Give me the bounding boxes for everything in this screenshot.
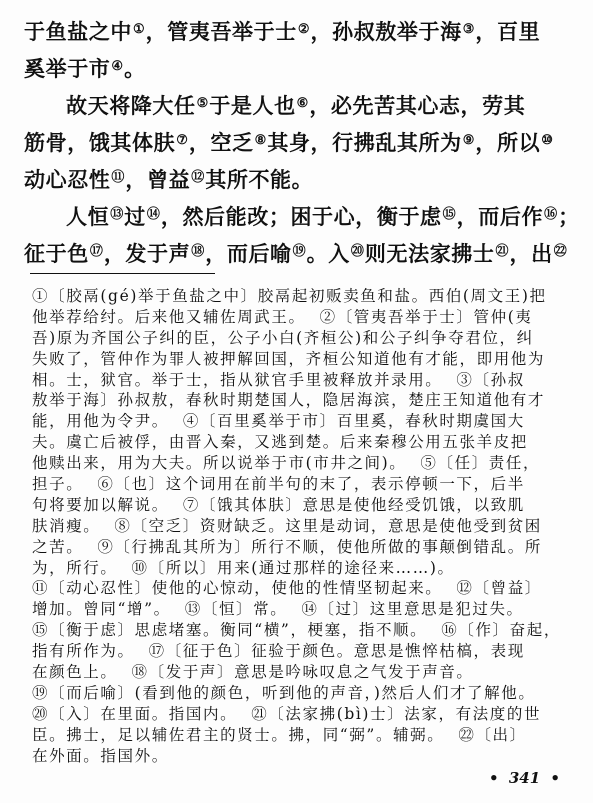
main-text-segment: ，曾益 (125, 167, 191, 192)
footnote-line (32, 746, 561, 767)
footnote-marker: ⑤ (196, 96, 209, 111)
footnote-line (32, 516, 561, 537)
footnote-segment: 他赎出来，用为大夫。所以说举于市(市井之间)。 (32, 454, 407, 473)
footnote-marker: ⑦ (176, 133, 188, 148)
main-text-line (24, 85, 580, 122)
main-text-segment: 人恒 (66, 204, 110, 229)
main-text-segment: ，百里 (475, 19, 541, 44)
footnote-marker: ⑨ (462, 133, 475, 148)
footnote-line (32, 286, 561, 307)
footnote-line (32, 558, 561, 579)
footnote-line (32, 390, 561, 411)
footnote-marker: ⑱ (191, 244, 205, 259)
footnote-segment: ③〔孙叔 (456, 370, 525, 389)
main-text-segment: 过 (124, 204, 146, 229)
footnote-line (32, 578, 561, 599)
main-text-segment: 于是人也 (209, 93, 296, 118)
footnote-segment: 失败了，管仲作为罪人被押解回国，齐桓公知道他有才能，即用他为 (32, 349, 546, 368)
main-text-segment: ，管夷吾举于士 (145, 19, 297, 44)
footnote-line (32, 537, 561, 558)
footnote-segment: 敖举于海〕孙叔敖，春秋时期楚国人，隐居海滨，楚庄王知道他有才 (32, 391, 546, 410)
footnote-segment: ⑯〔作〕奋起， (441, 621, 561, 640)
main-text-segment: 故天将降大任 (66, 93, 196, 118)
footnote-marker: ⑩ (541, 133, 553, 148)
footnote-segment: 在颜色上。 (32, 663, 118, 682)
footnote-line (32, 704, 561, 725)
footnote-marker: ㉑ (495, 244, 509, 259)
footnote-segment: ⑨〔行拂乱其所为〕所行不顺，使他所做的事颠倒错乱。所 (97, 537, 542, 556)
main-text-segment: ，而后作 (456, 204, 544, 229)
main-text-segment: 征于色 (24, 241, 89, 266)
footnote-line (32, 599, 561, 620)
main-text-segment: ，空乏 (188, 130, 254, 155)
main-text-segment: 其所不能。 (205, 167, 314, 192)
page-number-value: 341 (508, 769, 541, 787)
footnote-segment: ⑬〔恒〕常。 (184, 600, 288, 619)
footnote-segment: ④〔百里奚举于市〕百里奚，春秋时期虞国大 (182, 412, 525, 431)
footnote-segment: ⑦〔饿其体肤〕意思是使他经受饥饿，以致肌 (182, 495, 525, 514)
footnote-line (32, 725, 561, 746)
footnote-marker: ⑪ (111, 170, 125, 185)
footnote-segment: 夫。虞亡后被俘，由晋入秦，又逃到楚。后来秦穆公用五张羊皮把 (32, 433, 528, 452)
footnote-line (32, 328, 561, 349)
main-text-segment: 。 (124, 56, 146, 81)
page-number (489, 768, 560, 788)
footnote-segment: ㉑〔法家拂(bì)士〕法家，有法度的世 (251, 704, 542, 723)
main-text-segment: 。入 (306, 241, 350, 266)
main-text (24, 11, 580, 270)
footnote-segment: ①〔胶鬲(gé)举于鱼盐之中〕胶鬲起初贩卖鱼和盐。西伯(周文王)把 (32, 287, 547, 305)
footnote-marker: ① (133, 22, 145, 37)
footnote-marker: ⑭ (146, 207, 160, 222)
footnote-segment: ⑭〔过〕这里意思是犯过失。 (301, 600, 524, 619)
main-text-segment: ，必先苦其心志，劳其 (309, 93, 526, 118)
footnote-segment: 相。士，狱官。举于士，指从狱官手里被释放并录用。 (32, 370, 443, 389)
footnote-line (32, 349, 561, 370)
main-text-segment: 动心忍性 (24, 167, 111, 192)
footnote-segment: ⑤〔任〕责任， (420, 454, 541, 473)
footnote-segment: ⑧〔空乏〕资财缺乏。这里是动词，意思是使他受到贫困 (114, 516, 542, 535)
main-text-segment: ，所以 (475, 130, 541, 155)
footnote-segment: 在外面。指国外。 (32, 746, 169, 765)
main-text-line (24, 159, 580, 196)
footnote-line (32, 683, 561, 704)
footnote-segment: ⑥〔也〕这个词用在前半句的末了，表示停顿一下，后半 (97, 475, 525, 494)
footnote-line (32, 307, 561, 328)
main-text-segment: 奚举于市 (24, 56, 111, 81)
footnote-marker: ⑯ (544, 207, 558, 222)
footnote-segment: ⑱〔发于声〕意思是吟咏叹息之气发于声音。 (131, 663, 474, 682)
main-text-line (24, 48, 580, 85)
footnote-line (32, 662, 561, 683)
footnote-marker: ② (297, 22, 310, 37)
footnote-segment: 之苦。 (32, 537, 84, 556)
footnote-segment: ⑰〔征于色〕征验于颜色。意思是憔悴枯槁，表现 (148, 642, 525, 661)
footnote-segment: ②〔管夷吾举于士〕管仲(夷 (319, 307, 533, 326)
footnote-marker: ⑧ (254, 133, 267, 148)
main-text-segment: ，发于声 (103, 241, 191, 266)
footnote-marker: ⑲ (292, 244, 306, 259)
main-text-segment: 筋骨，饿其体肤 (24, 130, 176, 155)
footnote-segment: 担子。 (32, 475, 84, 494)
footnote-segment: 增加。曾同“增”。 (32, 600, 171, 619)
footnote-segment: ⑪〔动心忍性〕使他的心惊动，使他的性情坚韧起来。 (32, 579, 443, 598)
main-text-segment: ，出 (509, 241, 553, 266)
main-text-segment: ，然后能改；困于心，衡于虑 (160, 204, 442, 229)
footnote-marker: ⑳ (350, 244, 364, 259)
footnote-marker: ④ (111, 59, 124, 74)
footnote-line (32, 411, 561, 432)
footnote-segment: 他举荐给纣。后来他又辅佐周武王。 (32, 307, 306, 326)
footnote-line (32, 641, 561, 662)
main-text-segment: ； (558, 204, 580, 229)
footnote-segment: ⑳〔入〕在里面。指国内。 (32, 704, 238, 723)
main-text-line (24, 11, 580, 48)
main-text-segment: 于鱼盐之中 (24, 19, 132, 44)
footnote-marker: ③ (462, 22, 475, 37)
main-text-line (24, 122, 580, 159)
main-text-segment: ，而后喻 (205, 241, 292, 266)
main-text-line (24, 196, 580, 233)
footnote-segment: ⑲〔而后喻〕(看到他的颜色，听到他的声音，)然后人们才了解他。 (32, 683, 536, 702)
footnote-segment: 臣。拂士，足以辅佐君主的贤士。拂，同“弼”。辅弼。 (32, 725, 445, 744)
footnote-segment: ⑫〔曾益〕 (456, 579, 542, 598)
footnote-marker: ⑮ (442, 207, 456, 222)
footnote-segment: ⑮〔衡于虑〕思虑堵塞。衡同“横”，梗塞，指不顺。 (32, 621, 428, 640)
footnote-segment: 句将要加以解说。 (32, 495, 169, 514)
footnote-segment: 能，用他为令尹。 (32, 412, 169, 431)
footnote-divider (30, 273, 215, 274)
footnote-line (32, 432, 561, 453)
main-text-segment: 则无法家拂士 (364, 241, 495, 266)
footnote-line (32, 474, 561, 495)
footnote-marker: ⑥ (296, 96, 309, 111)
footnote-line (32, 495, 561, 516)
footnote-segment: 吾)原为齐国公子纠的臣，公子小白(齐桓公)和公子纠争夺君位，纠 (32, 328, 534, 347)
footnote-segment: 肤消瘦。 (32, 516, 101, 535)
footnote-line (32, 370, 561, 391)
footnote-marker: ㉒ (553, 244, 567, 259)
footnote-segment: ㉒〔出〕 (458, 725, 527, 744)
footnote-line (32, 453, 561, 474)
main-text-segment: 其身，行拂乱其所为 (267, 130, 462, 155)
footnote-marker: ⑰ (89, 244, 103, 259)
footnote-segment: 为，所行。 (32, 558, 118, 577)
footnote-segment: ⑩〔所以〕用来(通过那样的途径来……)。 (131, 558, 455, 577)
footnote-segment: 指有所作为。 (32, 642, 135, 661)
main-text-line (24, 233, 580, 270)
footnote-marker: ⑫ (191, 170, 205, 185)
main-text-segment: ，孙叔敖举于海 (310, 19, 462, 44)
footnotes (32, 286, 561, 766)
footnote-line (32, 620, 561, 641)
footnote-marker: ⑬ (110, 207, 124, 222)
